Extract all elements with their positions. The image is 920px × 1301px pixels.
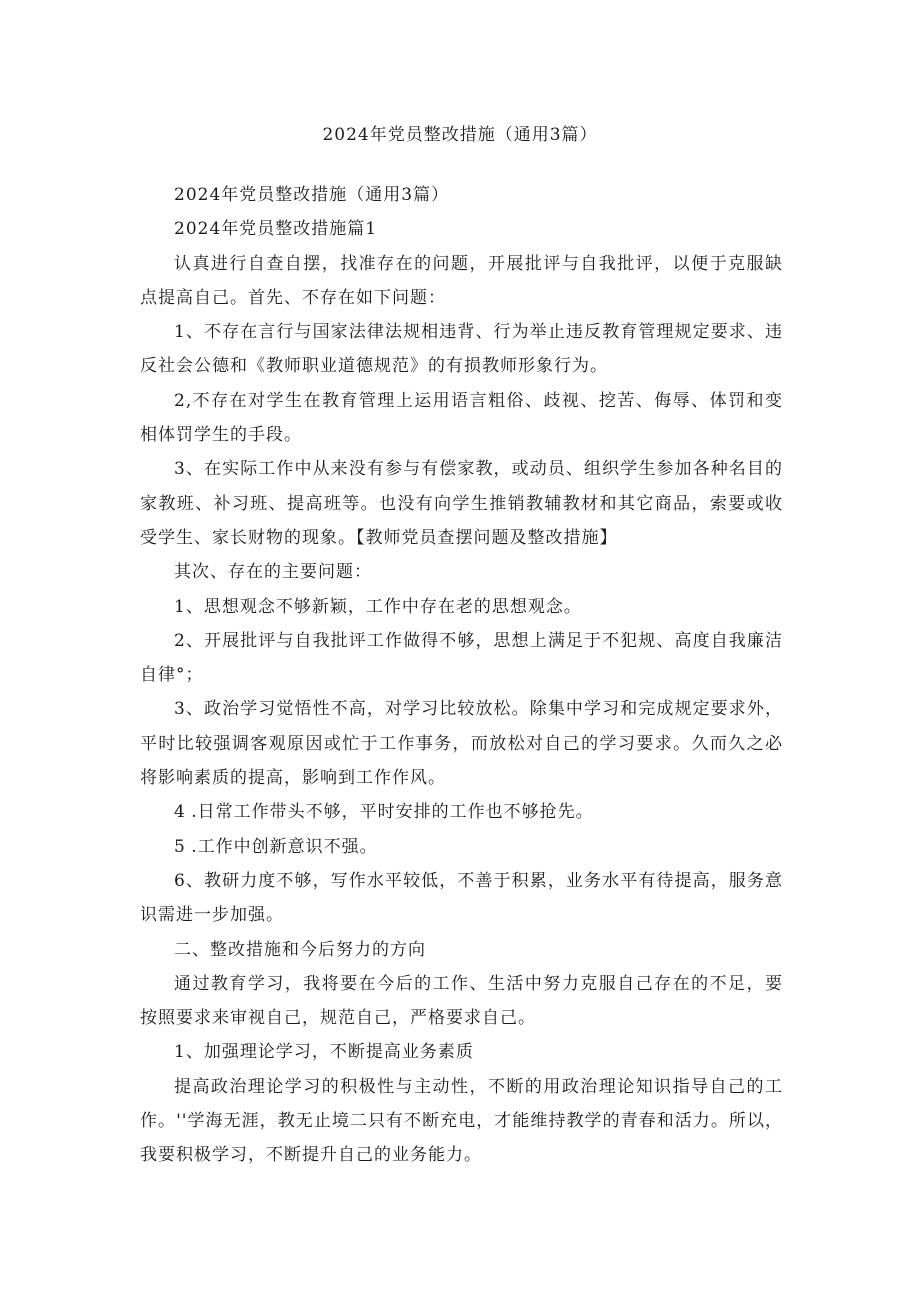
paragraph: 2、开展批评与自我批评工作做得不够，思想上满足于不犯规、高度自我廉洁自律°； <box>140 630 783 686</box>
paragraph-subheading: 1、加强理论学习，不断提高业务素质 <box>174 1042 474 1063</box>
paragraph-section-heading: 二、整改措施和今后努力的方向 <box>174 939 426 960</box>
paragraph: 4 .日常工作带头不够，平时安排的工作也不够抢先。 <box>174 802 594 823</box>
paragraph: 认真进行自查自摆，找准存在的问题，开展批评与自我批评，以便于克服缺点提高自己。首先、不存在如下问题： <box>140 253 783 308</box>
paragraph: 通过教育学习，我将要在今后的工作、生活中努力克服自己存在的不足，要按照要求来审视自己，规范自己，严格要求自己。 <box>140 973 783 1029</box>
paragraph: 2,不存在对学生在教育管理上运用语言粗俗、歧视、挖苦、侮辱、体罚和变相体罚学生的手段。 <box>140 390 783 446</box>
document-title: 2024年党员整改措施（通用3篇） <box>322 125 598 145</box>
document-body <box>140 178 783 1173</box>
paragraph: 5 .工作中创新意识不强。 <box>174 836 378 857</box>
paragraph: 6、教研力度不够，写作水平较低，不善于积累，业务水平有待提高，服务意识需进一步加强。 <box>140 870 783 926</box>
paragraph: 1、不存在言行与国家法律法规相违背、行为举止违反教育管理规定要求、违反社会公德和《教师职业道德规范》的有损教师形象行为。 <box>140 322 783 377</box>
paragraph-subtitle: 2024年党员整改措施（通用3篇） <box>174 185 450 205</box>
paragraph: 提高政治理论学习的积极性与主动性，不断的用政治理论知识指导自己的工作。''学海无涯，教无止境二只有不断充电，才能维持教学的青春和活力。所以，我要积极学习，不断提升自己的业务能力。 <box>140 1076 783 1166</box>
paragraph-section-heading: 2024年党员整改措施篇1 <box>174 219 378 240</box>
paragraph: 1、思想观念不够新颖，工作中存在老的思想观念。 <box>174 596 582 617</box>
paragraph: 其次、存在的主要问题： <box>174 562 372 583</box>
paragraph: 3、在实际工作中从来没有参与有偿家教，或动员、组织学生参加各种名目的家教班、补习班、提高班等。也没有向学生推销教辅教材和其它商品，索要或收受学生、家长财物的现象。【教师党员查摆问题及整改措施】 <box>140 459 783 548</box>
paragraph: 3、政治学习觉悟性不高，对学习比较放松。除集中学习和完成规定要求外，平时比较强调客观原因或忙于工作事务，而放松对自己的学习要求。久而久之必将影响素质的提高，影响到工作作风。 <box>140 699 783 789</box>
